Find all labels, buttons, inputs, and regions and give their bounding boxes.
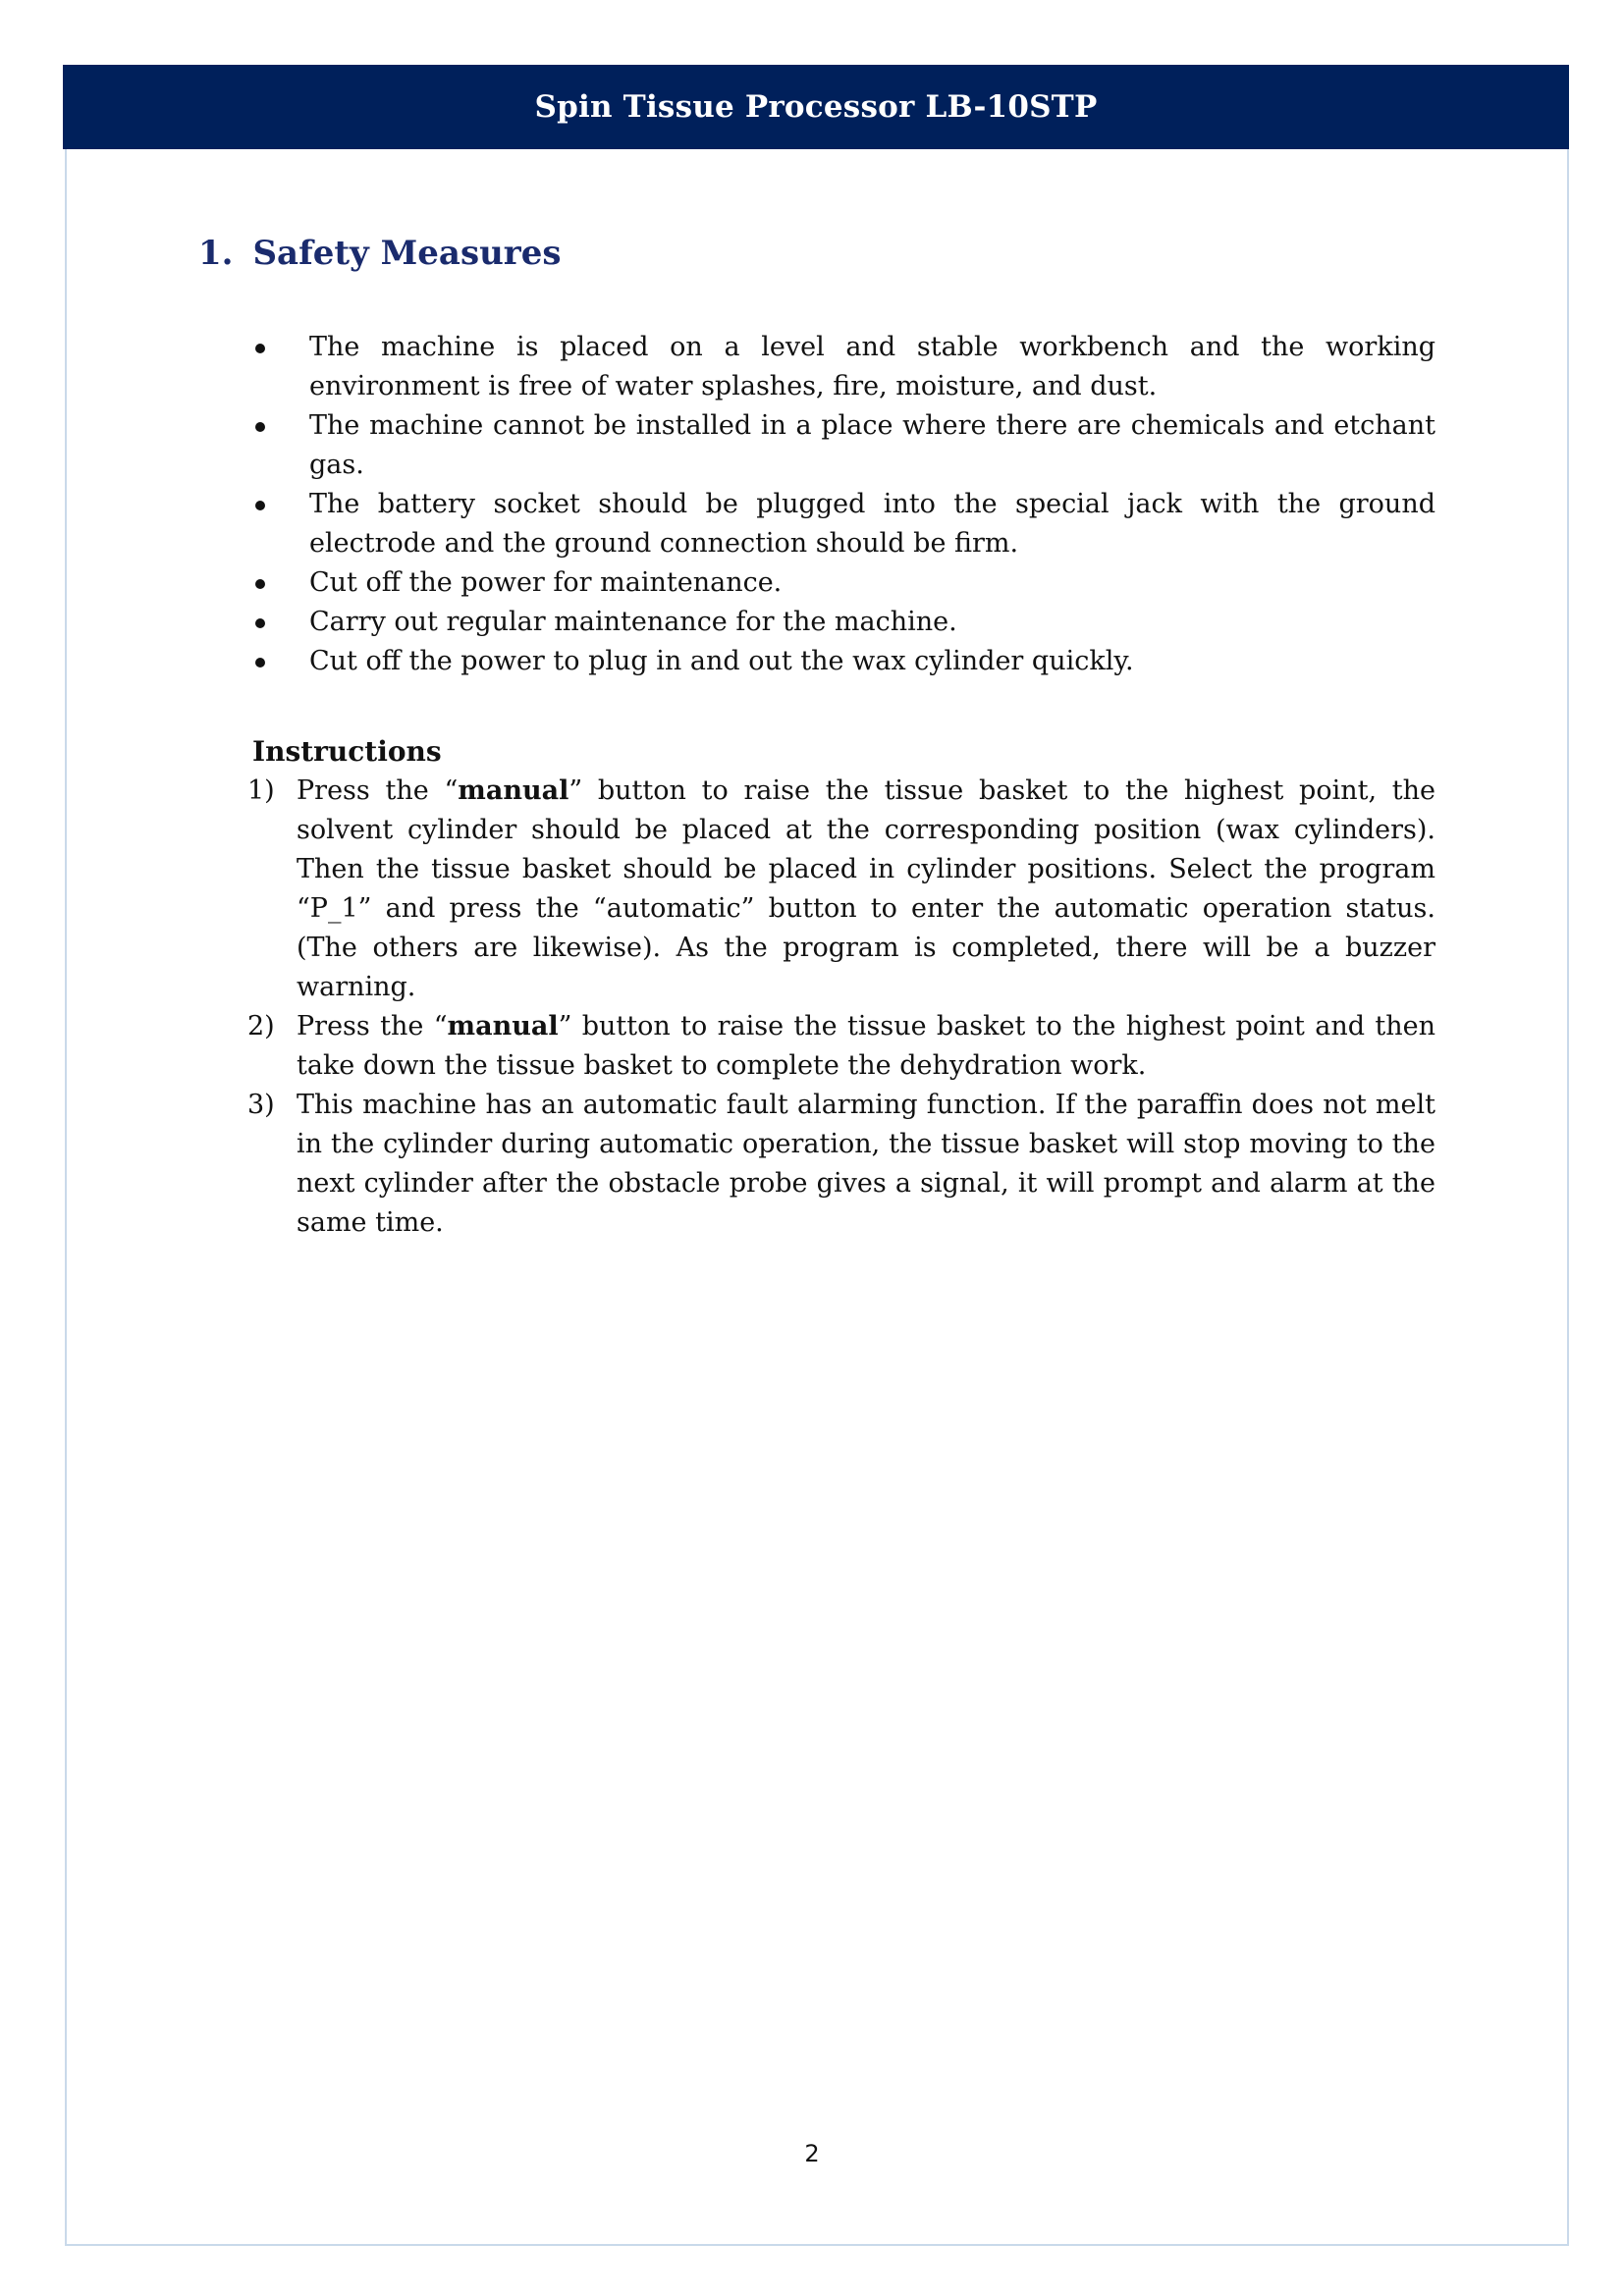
- instruction-step: 2) Press the “manual” button to raise the tissue basket to the highest point and then take down the tissue basket to complete the dehydration work.: [247, 1007, 1435, 1086]
- safety-item: The battery socket should be plugged into the special jack with the ground electrode and the ground connection should be firm.: [251, 485, 1435, 563]
- instructions-list: [247, 772, 1435, 1243]
- bullet-icon: [255, 579, 265, 589]
- safety-item: The machine cannot be installed in a place where there are chemicals and etchant gas.: [251, 406, 1435, 485]
- bullet-icon: [255, 422, 265, 432]
- section-number: 1.: [198, 234, 234, 273]
- safety-list: [251, 328, 1435, 681]
- safety-item: Cut off the power to plug in and out the wax cylinder quickly.: [251, 642, 1435, 681]
- step-number: 2): [247, 1011, 275, 1041]
- instruction-step: 1) Press the “manual” button to raise the tissue basket to the highest point, the solvent cylinder should be placed at the corresponding position (wax cylinders). Then the tissue basket should be placed in cylinder positions. Select the program “P_1” and press the “automatic” button to enter the automatic operation status. (The others are likewise). As the program is completed, there will be a buzzer warning.: [247, 772, 1435, 1007]
- bullet-icon: [255, 658, 265, 667]
- safety-item: Carry out regular maintenance for the machine.: [251, 603, 1435, 642]
- emphasis-manual: manual: [447, 1011, 559, 1041]
- header-bar: [63, 65, 1569, 149]
- page-number: 2: [804, 2140, 820, 2167]
- section-title: Safety Measures: [252, 234, 562, 273]
- emphasis-manual: manual: [458, 775, 569, 806]
- section-heading: [198, 234, 562, 273]
- step-number: 1): [247, 775, 275, 806]
- safety-item: The machine is placed on a level and stable workbench and the working environment is free of water splashes, fire, moisture, and dust.: [251, 328, 1435, 406]
- bullet-icon: [255, 344, 265, 353]
- instruction-step: 3) This machine has an automatic fault alarming function. If the paraffin does not melt in the cylinder during automatic operation, the tissue basket will stop moving to the next cylinder after the obstacle probe gives a signal, it will prompt and alarm at the same time.: [247, 1086, 1435, 1243]
- instructions-heading: Instructions: [252, 735, 442, 768]
- safety-item: Cut off the power for maintenance.: [251, 563, 1435, 603]
- step-number: 3): [247, 1090, 275, 1120]
- bullet-icon: [255, 501, 265, 510]
- bullet-icon: [255, 618, 265, 628]
- document-title: Spin Tissue Processor LB-10STP: [534, 89, 1098, 125]
